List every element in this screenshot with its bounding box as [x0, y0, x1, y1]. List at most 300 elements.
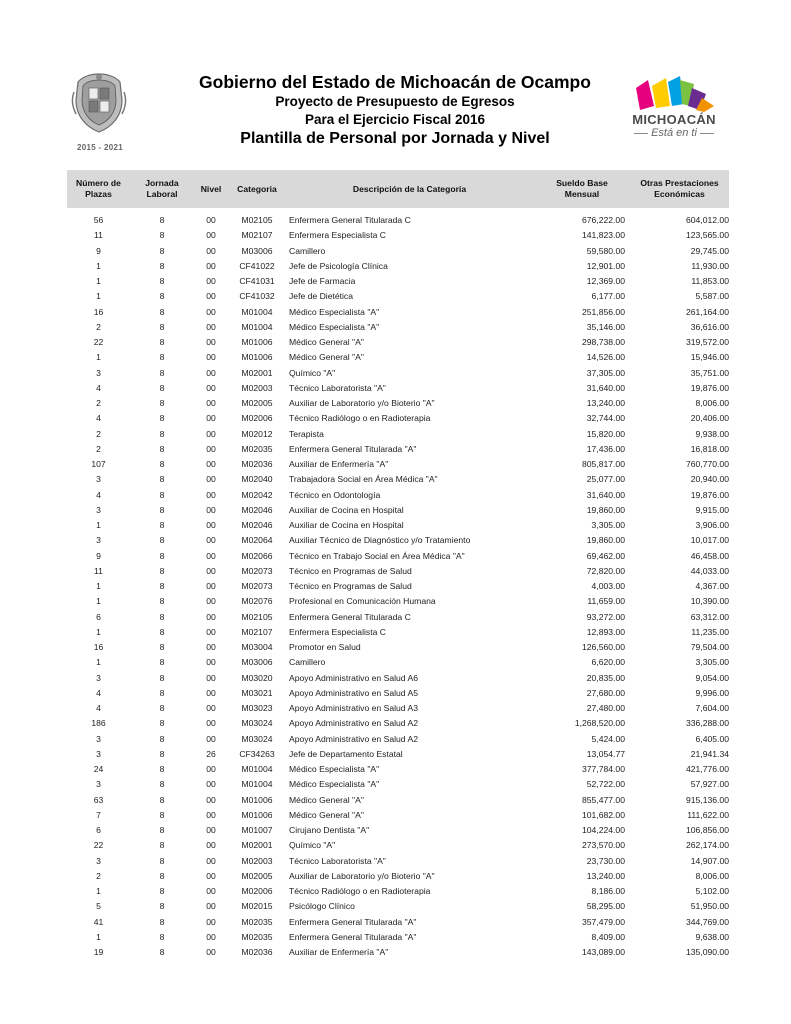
- cell-jornada: 8: [159, 626, 165, 637]
- cell-num-plazas: 5: [96, 901, 101, 912]
- cell-num-plazas: 1: [96, 260, 101, 271]
- cell-jornada: 8: [159, 260, 165, 271]
- cell-nivel: 00: [206, 459, 216, 469]
- cell-jornada: 8: [159, 428, 165, 439]
- cell-descripcion: Terapista: [289, 428, 324, 439]
- table-row: [0, 472, 791, 487]
- table-body: [0, 213, 791, 960]
- cell-categoria: M02015: [241, 901, 273, 912]
- cell-sueldo: 101,682.00: [581, 809, 625, 820]
- cell-otras: 111,622.00: [687, 809, 729, 820]
- cell-num-plazas: 1: [96, 596, 101, 607]
- cell-nivel: 00: [206, 581, 216, 591]
- cell-sueldo: 8,409.00: [591, 931, 625, 942]
- cell-descripcion: Jefe de Psicología Clínica: [289, 260, 388, 271]
- cell-descripcion: Técnico en Programas de Salud: [289, 565, 412, 576]
- cell-sueldo: 14,526.00: [586, 352, 625, 363]
- cell-nivel: 00: [206, 611, 216, 622]
- cell-jornada: 8: [159, 718, 165, 729]
- cell-descripcion: Enfermera General Titularada C: [289, 215, 411, 225]
- cell-nivel: 00: [206, 398, 216, 408]
- cell-num-plazas: 4: [96, 687, 101, 698]
- cell-descripcion: Jefe de Departamento Estatal: [289, 748, 403, 759]
- cell-otras: 36,616.00: [690, 321, 729, 332]
- cell-nivel: 00: [206, 306, 216, 317]
- cell-descripcion: Médico Especialista "A": [289, 321, 380, 332]
- column-header-sueldo: Sueldo Base Mensual: [556, 178, 608, 199]
- cell-num-plazas: 1: [96, 657, 101, 668]
- cell-categoria: M02073: [241, 581, 273, 591]
- cell-jornada: 8: [159, 443, 165, 454]
- cell-otras: 20,406.00: [690, 413, 729, 424]
- cell-nivel: 00: [206, 520, 216, 530]
- table-row: [0, 671, 791, 686]
- cell-descripcion: Apoyo Administrativo en Salud A3: [289, 703, 418, 713]
- cell-descripcion: Técnico Laboratorista "A": [289, 382, 386, 393]
- cell-descripcion: Técnico Radiólogo o en Radioterapia: [289, 886, 431, 896]
- cell-nivel: 00: [206, 855, 216, 866]
- cell-descripcion: Profesional en Comunicación Humana: [289, 596, 436, 607]
- cell-nivel: 00: [206, 870, 216, 881]
- cell-sueldo: 12,893.00: [586, 626, 625, 637]
- cell-nivel: 00: [206, 794, 216, 805]
- cell-otras: 6,405.00: [695, 733, 729, 744]
- column-header-num-plazas: Número de Plazas: [76, 178, 121, 199]
- cell-nivel: 00: [206, 428, 216, 439]
- cell-jornada: 8: [159, 901, 165, 912]
- cell-categoria: M02003: [241, 382, 273, 393]
- table-row: [0, 411, 791, 426]
- cell-categoria: M02107: [241, 626, 273, 637]
- cell-otras: 9,638.00: [695, 931, 729, 942]
- cell-otras: 3,305.00: [695, 657, 729, 668]
- cell-sueldo: 273,570.00: [581, 840, 625, 851]
- cell-otras: 10,017.00: [690, 535, 729, 546]
- cell-jornada: 8: [159, 321, 165, 332]
- cell-num-plazas: 6: [96, 825, 101, 835]
- cell-descripcion: Auxiliar de Cocina en Hospital: [289, 504, 404, 515]
- column-header-nivel: Nivel: [200, 183, 222, 194]
- cell-descripcion: Auxiliar de Enfermería "A": [289, 947, 389, 957]
- cell-descripcion: Auxiliar de Laboratorio y/o Bioterio "A": [289, 870, 435, 881]
- cell-num-plazas: 1: [96, 291, 101, 302]
- cell-sueldo: 12,369.00: [586, 276, 625, 286]
- table-row: [0, 442, 791, 457]
- cell-nivel: 00: [206, 672, 216, 683]
- cell-nivel: 00: [206, 626, 216, 637]
- cell-num-plazas: 4: [96, 413, 101, 424]
- cell-sueldo: 805,817.00: [581, 459, 625, 469]
- cell-sueldo: 31,640.00: [586, 489, 625, 500]
- table-row: [0, 930, 791, 945]
- cell-sueldo: 13,054.77: [586, 748, 625, 759]
- cell-sueldo: 23,730.00: [586, 855, 625, 866]
- cell-nivel: 00: [206, 550, 216, 561]
- table-row: [0, 259, 791, 274]
- cell-descripcion: Médico General "A": [289, 794, 364, 805]
- cell-categoria: M01004: [241, 764, 273, 774]
- table-row: [0, 655, 791, 670]
- column-header-categoria: Categoria: [237, 183, 277, 194]
- cell-descripcion: Auxiliar de Enfermería "A": [289, 459, 389, 469]
- state-seal-icon: [70, 72, 128, 134]
- cell-otras: 16,818.00: [690, 443, 729, 454]
- cell-otras: 604,012.00: [685, 215, 729, 225]
- cell-nivel: 00: [206, 291, 216, 302]
- cell-descripcion: Técnico en Programas de Salud: [289, 581, 412, 591]
- cell-descripcion: Promotor en Salud: [289, 642, 361, 652]
- cell-sueldo: 32,744.00: [586, 413, 625, 424]
- cell-descripcion: Enfermera General Titularada "A": [289, 443, 417, 454]
- cell-nivel: 00: [206, 230, 216, 241]
- cell-sueldo: 855,477.00: [581, 794, 625, 805]
- cell-num-plazas: 2: [96, 398, 101, 408]
- cell-categoria: M02036: [241, 947, 273, 957]
- cell-nivel: 00: [206, 840, 216, 851]
- cell-categoria: M02036: [241, 459, 273, 469]
- cell-sueldo: 357,479.00: [581, 916, 625, 927]
- cell-num-plazas: 4: [96, 703, 101, 713]
- cell-categoria: CF41031: [239, 276, 275, 286]
- table-row: [0, 213, 791, 228]
- cell-descripcion: Médico General "A": [289, 337, 364, 347]
- cell-num-plazas: 2: [96, 870, 101, 881]
- table-row: [0, 869, 791, 884]
- logo-tagline: [620, 127, 728, 139]
- table-row: [0, 396, 791, 411]
- cell-categoria: M02040: [241, 474, 273, 485]
- cell-otras: 11,235.00: [691, 626, 729, 637]
- cell-otras: 915,136.00: [685, 794, 729, 805]
- cell-categoria: M03024: [241, 718, 273, 729]
- cell-descripcion: Enfermera General Titularada "A": [289, 931, 417, 942]
- table-row: [0, 320, 791, 335]
- cell-descripcion: Trabajadora Social en Área Médica "A": [289, 474, 438, 485]
- cell-otras: 7,604.00: [695, 703, 729, 713]
- table-row: [0, 899, 791, 914]
- cell-descripcion: Apoyo Administrativo en Salud A2: [289, 733, 418, 744]
- cell-nivel: 00: [206, 657, 216, 668]
- cell-descripcion: Camillero: [289, 657, 326, 668]
- cell-sueldo: 1,268,520.00: [574, 718, 625, 729]
- cell-jornada: 8: [159, 306, 165, 317]
- cell-descripcion: Auxiliar de Laboratorio y/o Bioterio "A": [289, 398, 435, 408]
- cell-descripcion: Médico Especialista "A": [289, 306, 380, 317]
- cell-num-plazas: 1: [96, 276, 101, 286]
- cell-num-plazas: 3: [96, 748, 101, 759]
- cell-descripcion: Apoyo Administrativo en Salud A6: [289, 672, 418, 683]
- cell-categoria: M03023: [241, 703, 273, 713]
- cell-num-plazas: 1: [96, 352, 101, 363]
- cell-jornada: 8: [159, 504, 165, 515]
- cell-categoria: M02001: [241, 840, 273, 851]
- cell-num-plazas: 4: [96, 489, 101, 500]
- cell-jornada: 8: [159, 687, 165, 698]
- cell-otras: 10,390.00: [690, 596, 729, 607]
- cell-jornada: 8: [159, 779, 165, 790]
- cell-num-plazas: 3: [96, 733, 101, 744]
- cell-nivel: 00: [206, 535, 216, 546]
- cell-jornada: 8: [159, 337, 165, 347]
- cell-otras: 11,930.00: [691, 260, 729, 271]
- cell-categoria: M01004: [241, 306, 273, 317]
- cell-jornada: 8: [159, 672, 165, 683]
- cell-sueldo: 11,659.00: [587, 596, 625, 607]
- table-row: [0, 594, 791, 609]
- cell-jornada: 8: [159, 245, 165, 256]
- cell-jornada: 8: [159, 870, 165, 881]
- cell-nivel: 00: [206, 382, 216, 393]
- cell-nivel: 00: [206, 703, 216, 713]
- cell-sueldo: 25,077.00: [586, 474, 625, 485]
- cell-nivel: 00: [206, 825, 216, 835]
- cell-descripcion: Técnico en Trabajo Social en Área Médica "A": [289, 550, 465, 561]
- cell-jornada: 8: [159, 794, 165, 805]
- cell-jornada: 8: [159, 733, 165, 744]
- cell-sueldo: 8,186.00: [591, 886, 625, 896]
- seal-years: 2015 - 2021: [76, 143, 123, 152]
- table-row: [0, 640, 791, 655]
- cell-categoria: M01006: [241, 352, 273, 363]
- cell-nivel: 00: [206, 642, 216, 652]
- cell-categoria: M02005: [241, 398, 273, 408]
- cell-sueldo: 676,222.00: [581, 215, 625, 225]
- cell-sueldo: 126,560.00: [581, 642, 625, 652]
- logo-petal: [652, 78, 670, 108]
- cell-descripcion: Técnico Radiólogo o en Radioterapia: [289, 413, 431, 424]
- table-row: [0, 823, 791, 838]
- cell-jornada: 8: [159, 550, 165, 561]
- cell-jornada: 8: [159, 809, 165, 820]
- cell-sueldo: 59,580.00: [586, 245, 625, 256]
- table-row: [0, 289, 791, 304]
- cell-nivel: 00: [206, 565, 216, 576]
- fiscal-year-title: Para el Ejercicio Fiscal 2016: [304, 112, 486, 127]
- cell-categoria: M02035: [241, 443, 273, 454]
- cell-jornada: 8: [159, 916, 165, 927]
- cell-categoria: M03004: [241, 642, 273, 652]
- cell-sueldo: 3,305.00: [591, 520, 625, 530]
- cell-sueldo: 52,722.00: [586, 779, 625, 790]
- cell-jornada: 8: [159, 840, 165, 851]
- column-header-jornada: Jornada Laboral: [145, 178, 179, 199]
- table-row: [0, 549, 791, 564]
- cell-num-plazas: 22: [93, 337, 104, 347]
- cell-num-plazas: 16: [93, 642, 104, 652]
- table-row: [0, 747, 791, 762]
- cell-sueldo: 141,823.00: [581, 230, 625, 241]
- cell-otras: 14,907.00: [690, 855, 729, 866]
- cell-jornada: 8: [159, 382, 165, 393]
- cell-jornada: 8: [159, 291, 165, 302]
- cell-categoria: M03024: [241, 733, 273, 744]
- table-row: [0, 945, 791, 960]
- cell-num-plazas: 2: [96, 428, 101, 439]
- cell-nivel: 00: [206, 337, 216, 347]
- cell-nivel: 00: [206, 276, 216, 286]
- cell-categoria: M01004: [241, 779, 273, 790]
- cell-categoria: M02035: [241, 931, 273, 942]
- cell-categoria: M01006: [241, 337, 273, 347]
- cell-sueldo: 72,820.00: [586, 565, 625, 576]
- cell-categoria: M02003: [241, 855, 273, 866]
- table-row: [0, 762, 791, 777]
- table-row: [0, 808, 791, 823]
- cell-otras: 3,906.00: [695, 520, 729, 530]
- cell-otras: 46,458.00: [690, 550, 729, 561]
- cell-num-plazas: 107: [91, 459, 106, 469]
- cell-jornada: 8: [159, 825, 165, 835]
- cell-nivel: 00: [206, 779, 216, 790]
- cell-jornada: 8: [159, 398, 165, 408]
- cell-nivel: 00: [206, 886, 216, 896]
- cell-sueldo: 6,620.00: [591, 657, 625, 668]
- cell-num-plazas: 16: [93, 306, 104, 317]
- cell-sueldo: 37,305.00: [586, 367, 625, 378]
- cell-num-plazas: 22: [93, 840, 104, 851]
- cell-categoria: M02105: [241, 215, 273, 225]
- cell-descripcion: Psicólogo Clínico: [289, 901, 355, 912]
- cell-nivel: 00: [206, 245, 216, 256]
- table-row: [0, 793, 791, 808]
- cell-nivel: 00: [206, 215, 216, 225]
- cell-num-plazas: 3: [96, 672, 101, 683]
- cell-descripcion: Enfermera General Titularada "A": [289, 916, 417, 927]
- cell-otras: 15,946.00: [690, 352, 729, 363]
- cell-jornada: 8: [159, 352, 165, 363]
- cell-nivel: 00: [206, 596, 216, 607]
- cell-jornada: 8: [159, 535, 165, 546]
- table-row: [0, 244, 791, 259]
- cell-num-plazas: 1: [96, 520, 101, 530]
- table-row: [0, 366, 791, 381]
- cell-descripcion: Auxiliar Técnico de Diagnóstico y/o Tratamiento: [289, 535, 471, 546]
- cell-categoria: M02105: [241, 611, 273, 622]
- cell-nivel: 00: [206, 443, 216, 454]
- table-row: [0, 457, 791, 472]
- cell-num-plazas: 3: [96, 535, 101, 546]
- cell-num-plazas: 1: [96, 931, 101, 942]
- table-row: [0, 350, 791, 365]
- cell-num-plazas: 3: [96, 504, 101, 515]
- cell-categoria: M01006: [241, 794, 273, 805]
- cell-nivel: 00: [206, 718, 216, 729]
- cell-descripcion: Apoyo Administrativo en Salud A5: [289, 687, 418, 698]
- cell-jornada: 8: [159, 657, 165, 668]
- cell-nivel: 00: [206, 352, 216, 363]
- cell-jornada: 8: [159, 474, 165, 485]
- cell-descripcion: Médico Especialista "A": [289, 779, 380, 790]
- cell-jornada: 8: [159, 367, 165, 378]
- cell-nivel: 00: [206, 733, 216, 744]
- cell-descripcion: Médico General "A": [289, 352, 364, 363]
- cell-jornada: 8: [159, 748, 165, 759]
- cell-otras: 35,751.00: [690, 367, 729, 378]
- cell-jornada: 8: [159, 596, 165, 607]
- cell-otras: 5,102.00: [695, 886, 729, 896]
- cell-num-plazas: 41: [93, 916, 104, 927]
- cell-descripcion: Cirujano Dentista "A": [289, 825, 370, 835]
- cell-categoria: M03006: [241, 657, 273, 668]
- cell-categoria: CF34263: [239, 748, 275, 759]
- cell-sueldo: 69,462.00: [586, 550, 625, 561]
- cell-num-plazas: 63: [93, 794, 104, 805]
- table-row: [0, 427, 791, 442]
- cell-jornada: 8: [159, 276, 165, 286]
- cell-otras: 19,876.00: [690, 489, 729, 500]
- cell-jornada: 8: [159, 581, 165, 591]
- cell-sueldo: 13,240.00: [586, 870, 625, 881]
- cell-sueldo: 4,003.00: [591, 581, 625, 591]
- cell-sueldo: 104,224.00: [581, 825, 625, 835]
- cell-categoria: M02006: [241, 886, 273, 896]
- cell-otras: 21,941.34: [690, 748, 729, 759]
- cell-otras: 79,504.00: [690, 642, 729, 652]
- cell-categoria: M02012: [241, 428, 273, 439]
- cell-categoria: M01007: [241, 825, 273, 835]
- cell-descripcion: Médico Especialista "A": [289, 764, 380, 774]
- cell-num-plazas: 11: [94, 565, 103, 576]
- cell-otras: 336,288.00: [685, 718, 729, 729]
- cell-nivel: 26: [206, 748, 216, 759]
- cell-nivel: 00: [206, 260, 216, 271]
- cell-otras: 5,587.00: [695, 291, 729, 302]
- cell-sueldo: 298,738.00: [581, 337, 625, 347]
- cell-descripcion: Auxiliar de Cocina en Hospital: [289, 520, 404, 530]
- cell-categoria: CF41032: [239, 291, 275, 302]
- cell-descripcion: Apoyo Administrativo en Salud A2: [289, 718, 418, 729]
- cell-categoria: M01006: [241, 809, 273, 820]
- cell-nivel: 00: [206, 687, 216, 698]
- cell-sueldo: 251,856.00: [581, 306, 625, 317]
- cell-categoria: M03021: [241, 687, 273, 698]
- cell-otras: 319,572.00: [685, 337, 729, 347]
- cell-num-plazas: 9: [96, 245, 101, 256]
- table-row: [0, 518, 791, 533]
- table-row: [0, 701, 791, 716]
- cell-jornada: 8: [159, 947, 165, 957]
- table-row: [0, 533, 791, 548]
- cell-otras: 9,915.00: [695, 504, 729, 515]
- cell-sueldo: 377,784.00: [581, 764, 625, 774]
- cell-sueldo: 5,424.00: [591, 733, 625, 744]
- cell-sueldo: 35,146.00: [586, 321, 625, 332]
- cell-otras: 8,006.00: [695, 398, 729, 408]
- table-row: [0, 564, 791, 579]
- cell-jornada: 8: [159, 230, 165, 241]
- cell-jornada: 8: [159, 215, 165, 225]
- table-row: [0, 732, 791, 747]
- cell-otras: 4,367.00: [695, 581, 729, 591]
- cell-nivel: 00: [206, 931, 216, 942]
- cell-nivel: 00: [206, 413, 216, 424]
- cell-categoria: M02064: [241, 535, 273, 546]
- cell-categoria: M02042: [241, 489, 273, 500]
- table-header: [67, 170, 729, 208]
- cell-categoria: CF41022: [239, 260, 275, 271]
- cell-num-plazas: 11: [94, 230, 103, 241]
- cell-jornada: 8: [159, 703, 165, 713]
- table-row: [0, 838, 791, 853]
- cell-descripcion: Enfermera Especialista C: [289, 626, 386, 637]
- cell-otras: 261,164.00: [685, 306, 729, 317]
- cell-otras: 11,853.00: [691, 276, 729, 286]
- budget-project-title: Proyecto de Presupuesto de Egresos: [275, 94, 515, 109]
- cell-num-plazas: 6: [96, 611, 101, 622]
- cell-num-plazas: 186: [91, 718, 106, 729]
- cell-descripcion: Técnico en Odontología: [289, 489, 381, 500]
- table-row: [0, 915, 791, 930]
